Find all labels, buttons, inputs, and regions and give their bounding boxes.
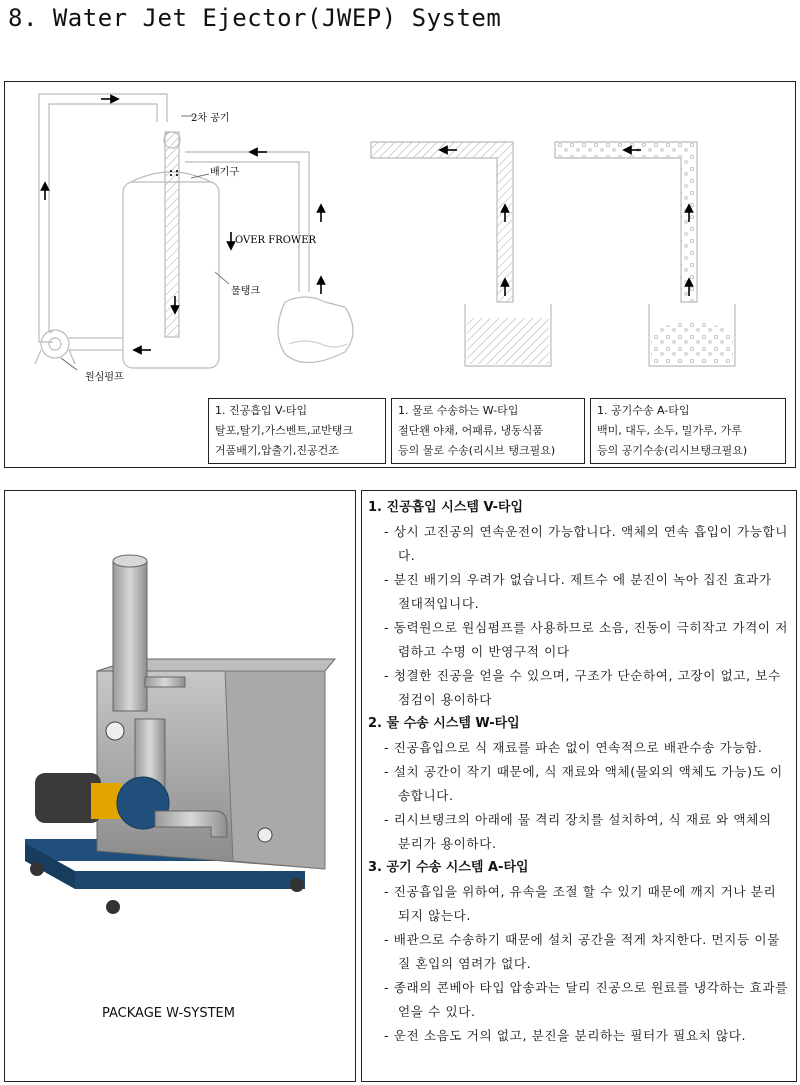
bullet-item: - 배관으로 수송하기 때문에 설치 공간을 적게 차지한다. 먼지등 이물질 혼입의 염려가 없다. <box>384 932 780 971</box>
section-heading: 1. 진공흡입 시스템 V-타입 <box>368 500 524 515</box>
caption-a-type: 1. 공기수송 A-타입 백미, 대두, 소두, 밀가루, 가루 등의 공기수송(리시브탱크필요) <box>590 398 786 464</box>
bullet-item: - 청결한 진공을 얻을 수 있으며, 구조가 단순하여, 고장이 없고, 보수 점검이 용이하다 <box>384 668 781 707</box>
label-water-tank: 물탱크 <box>231 286 260 297</box>
bullet-item: - 진공흡입을 위하여, 유속을 조절 할 수 있기 때문에 깨지 거나 분리되지 않는다. <box>384 884 777 923</box>
package-w-system-illustration <box>5 491 355 991</box>
label-exhaust: 배기구 <box>210 167 239 178</box>
bullet-item: - 종래의 콘베아 타입 압송과는 달리 진공으로 원료를 냉각하는 효과를 얻을 수 있다. <box>384 980 789 1019</box>
a-type-circuit <box>555 142 735 366</box>
package-photo-frame <box>4 490 356 1082</box>
section-w-type <box>368 712 788 856</box>
section-v-type <box>368 496 788 712</box>
w-type-circuit <box>371 142 551 366</box>
caption-v-type: 1. 진공흡입 V-타입 탈포,탈기,가스벤트,교반탱크 거품배기,압출기,진공건조 <box>208 398 386 464</box>
bullet-item: - 리시브탱크의 아래에 물 격리 장치를 설치하여, 식 재료 와 액체의 분리가 용이하다. <box>384 812 772 851</box>
bullet-item: - 설치 공간이 작기 때문에, 식 재료와 액체(물외의 액체도 가능)도 이송합니다. <box>384 764 783 803</box>
v-flow-arrows <box>45 99 321 350</box>
bullet-item: - 동력원으로 원심펌프를 사용하므로 소음, 진동이 극히작고 가격이 저렴하고 수명 이 반영구적 이다 <box>384 620 789 659</box>
bullet-item: - 운전 소음도 거의 없고, 분진을 분리하는 필터가 필요치 않다. <box>384 1028 747 1043</box>
photo-caption: PACKAGE W-SYSTEM <box>102 1006 235 1021</box>
section-heading: 3. 공기 수송 시스템 A-타입 <box>368 860 529 875</box>
bullet-item: - 상시 고진공의 연속운전이 가능합니다. 액체의 연속 흡입이 가능합니다. <box>384 524 789 563</box>
label-overflow: OVER FROWER <box>235 235 317 246</box>
caption-w-type: 1. 물로 수송하는 W-타입 절단왠 야채, 어패류, 냉동식품 등의 물로 수송(리시브 탱크필요) <box>391 398 585 464</box>
w-flow-arrows <box>443 150 505 296</box>
page-title: 8. Water Jet Ejector(JWEP) System <box>8 4 502 32</box>
section-a-type <box>368 856 788 1048</box>
system-diagram <box>4 81 796 468</box>
label-secondary-air: 2차 공기 <box>191 113 230 124</box>
bullet-item: - 분진 배기의 우려가 없습니다. 제트수 에 분진이 녹아 집진 효과가 절대적입니다. <box>384 572 772 611</box>
section-heading: 2. 물 수송 시스템 W-타입 <box>368 716 520 731</box>
description-panel <box>361 490 797 1082</box>
a-flow-arrows <box>627 150 689 296</box>
bullet-item: - 진공흡입으로 식 재료를 파손 없이 연속적으로 배관수송 가능함. <box>384 740 763 755</box>
v-type-circuit <box>35 94 353 368</box>
label-centrifugal-pump: 원심펌프 <box>85 372 124 383</box>
